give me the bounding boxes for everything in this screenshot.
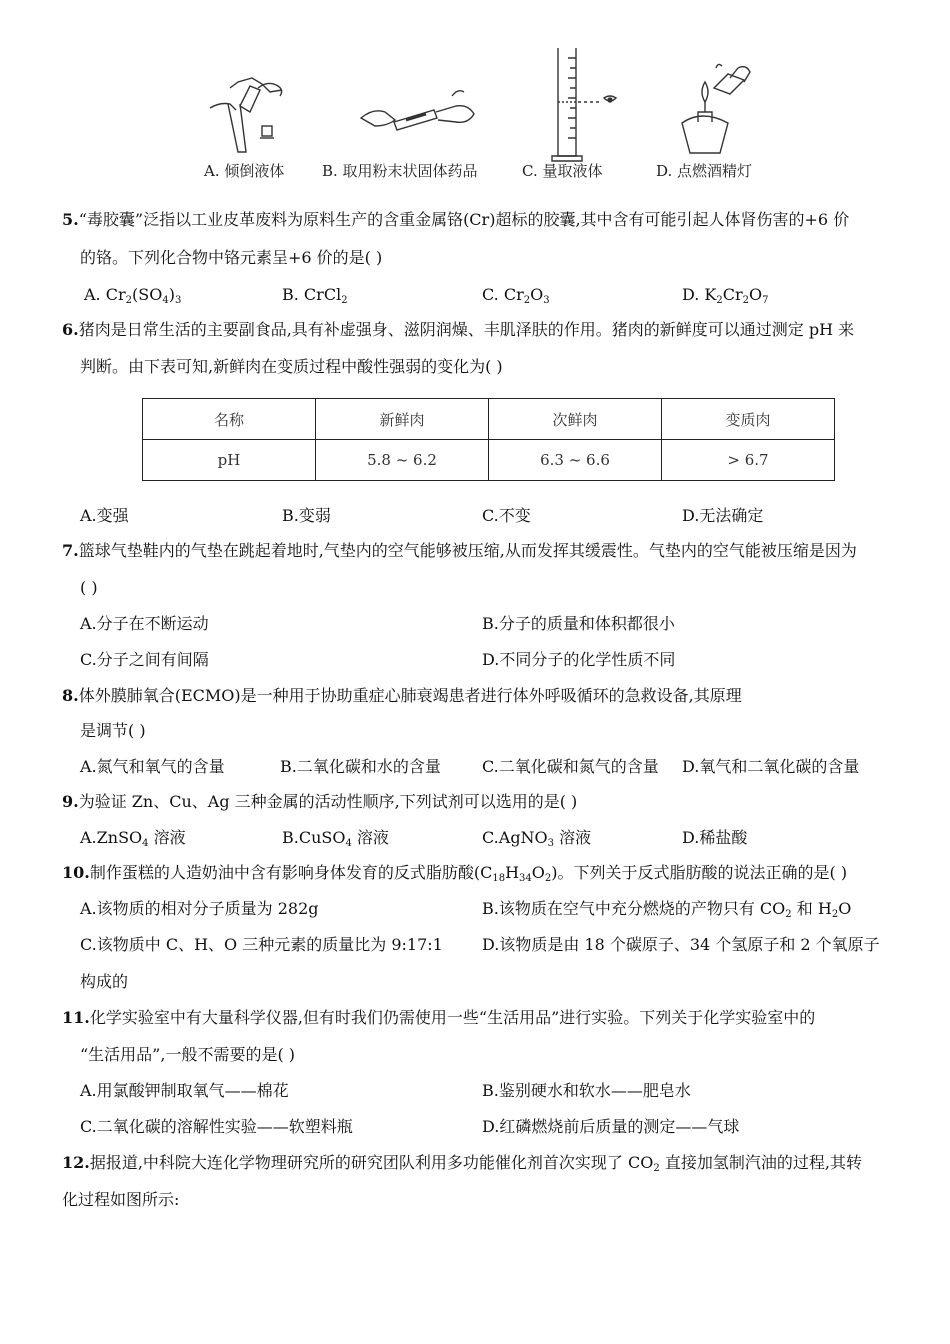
question-6-option-d: D.无法确定: [682, 506, 764, 525]
table-header-cell: 变质肉: [662, 399, 835, 440]
question-7-option-b: B.分子的质量和体积都很小: [482, 614, 675, 633]
figure-a-caption: A. 倾倒液体: [204, 162, 285, 180]
question-11-line-1: 11.化学实验室中有大量科学仪器,但有时我们仍需使用一些“生活用品”进行实验。下列关于化学实验室中的: [62, 1008, 816, 1027]
figure-b: [356, 48, 486, 158]
figure-a: [200, 48, 310, 158]
table-cell: > 6.7: [662, 440, 835, 481]
question-9-option-a: A.ZnSO$_4$ 溶液: [80, 828, 186, 849]
question-6-option-a: A.变强: [80, 506, 129, 525]
question-8-line-2: 是调节( ): [80, 721, 146, 740]
figure-d: [670, 48, 770, 158]
question-8-option-b: B.二氧化碳和水的含量: [280, 757, 441, 776]
question-6-option-b: B.变弱: [282, 506, 331, 525]
question-5-line-2: 的铬。下列化合物中铬元素呈+6 价的是( ): [80, 248, 383, 267]
question-7-option-c: C.分子之间有间隔: [80, 650, 209, 669]
question-12-line-1: 12.据报道,中科院大连化学物理研究所的研究团队利用多功能催化剂首次实现了 $CO_2$ 直接加氢制汽油的过程,其转: [62, 1153, 862, 1174]
question-7-line-1: 7.篮球气垫鞋内的气垫在跳起着地时,气垫内的空气能够被压缩,从而发挥其缓震性。气垫内的空气能被压缩是因为: [62, 541, 857, 560]
question-8-option-c: C.二氧化碳和氮气的含量: [482, 757, 659, 776]
question-5-option-b: B. CrCl$_2$: [282, 285, 348, 306]
figure-c: [540, 48, 630, 158]
pouring-liquid-icon: [200, 48, 310, 158]
question-9-option-b: B.CuSO$_4$ 溶液: [282, 828, 389, 849]
question-5-option-c: C. $Cr_2O_3$: [482, 285, 550, 306]
question-8-line-1: 8.体外膜肺氧合(ECMO)是一种用于协助重症心肺衰竭患者进行体外呼吸循环的急救设备,其原理: [62, 686, 742, 705]
question-5-option-d: D. $K_2Cr_2O_7$: [682, 285, 769, 306]
question-11-line-2: “生活用品”,一般不需要的是( ): [80, 1045, 296, 1064]
question-10-option-d: D.该物质是由 18 个碳原子、34 个氢原子和 2 个氧原子: [482, 935, 880, 954]
table-header-row: [143, 399, 835, 440]
table-header-cell: 名称: [143, 399, 316, 440]
table-cell: 6.3 ~ 6.6: [489, 440, 662, 481]
question-5-option-a: A. $Cr_2(SO_4)_3$: [84, 285, 182, 306]
question-12-line-2: 化过程如图所示:: [62, 1190, 180, 1209]
question-9-option-c: C.AgNO$_3$ 溶液: [482, 828, 592, 849]
table-cell: pH: [143, 440, 316, 481]
question-10-option-b: B.该物质在空气中充分燃烧的产物只有 $CO_2$ 和 $H_2O$: [482, 899, 852, 920]
question-11-option-b: B.鉴别硬水和软水——肥皂水: [482, 1081, 691, 1100]
question-10-option-c: C.该物质中 C、H、O 三种元素的质量比为 9:17:1: [80, 935, 443, 954]
question-11-option-c: C.二氧化碳的溶解性实验——软塑料瓶: [80, 1117, 353, 1136]
question-5-line-1: 5.“毒胶囊”泛指以工业皮革废料为原料生产的含重金属铬(Cr)超标的胶囊,其中含有可能引起人体肾伤害的+6 价: [62, 210, 850, 229]
question-8-option-d: D.氧气和二氧化碳的含量: [682, 757, 860, 776]
question-10-option-a: A.该物质的相对分子质量为 282g: [80, 899, 319, 918]
table-row: [143, 440, 835, 481]
question-11-option-a: A.用氯酸钾制取氧气——棉花: [80, 1081, 289, 1100]
question-11-option-d: D.红磷燃烧前后质量的测定——气球: [482, 1117, 740, 1136]
table-header-cell: 次鲜肉: [489, 399, 662, 440]
figure-c-caption: C. 量取液体: [522, 162, 603, 180]
powder-spatula-icon: [356, 48, 486, 158]
question-6-line-1: 6.猪肉是日常生活的主要副食品,具有补虚强身、滋阴润燥、丰肌泽肤的作用。猪肉的新鲜度可以通过测定 pH 来: [62, 320, 855, 339]
figure-b-caption: B. 取用粉末状固体药品: [322, 162, 478, 180]
question-7-option-a: A.分子在不断运动: [80, 614, 209, 633]
question-6-option-c: C.不变: [482, 506, 531, 525]
question-7-line-2: ( ): [80, 578, 98, 597]
question-7-option-d: D.不同分子的化学性质不同: [482, 650, 676, 669]
question-8-option-a: A.氮气和氧气的含量: [80, 757, 225, 776]
question-9-line-1: 9.为验证 Zn、Cu、Ag 三种金属的活动性顺序,下列试剂可以选用的是( ): [62, 792, 578, 811]
table-header-cell: 新鲜肉: [316, 399, 489, 440]
question-10-line-1: 10.制作蛋糕的人造奶油中含有影响身体发育的反式脂肪酸$(C_{18}H_{34}O_2)$。下列关于反式脂肪酸的说法正确的是( ): [62, 863, 848, 884]
graduated-cylinder-icon: [540, 48, 630, 163]
alcohol-lamp-icon: [670, 48, 770, 158]
ph-table: [142, 398, 835, 481]
question-10-option-d-cont: 构成的: [80, 972, 129, 991]
figure-d-caption: D. 点燃酒精灯: [656, 162, 753, 180]
table-cell: 5.8 ~ 6.2: [316, 440, 489, 481]
question-6-line-2: 判断。由下表可知,新鲜肉在变质过程中酸性强弱的变化为( ): [80, 357, 503, 376]
question-9-option-d: D.稀盐酸: [682, 828, 748, 847]
